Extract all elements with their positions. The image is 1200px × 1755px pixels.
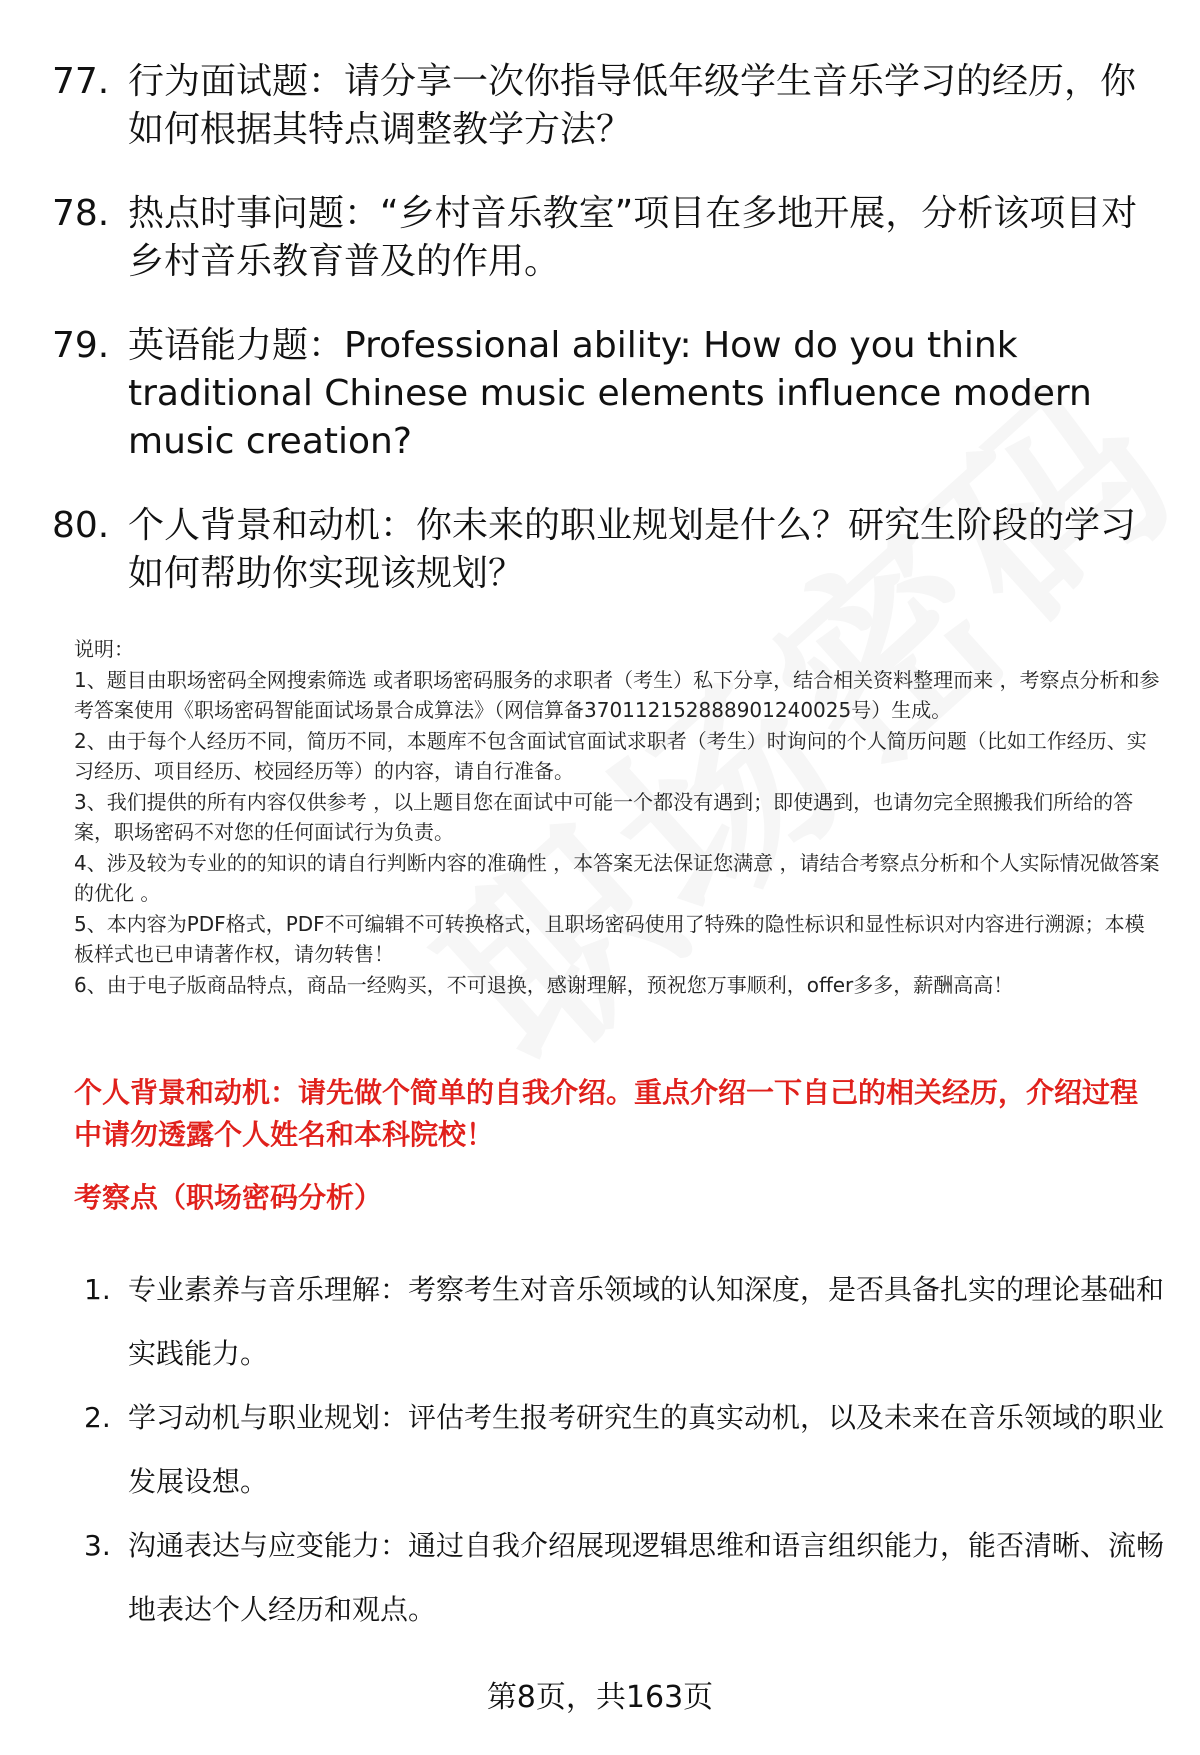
- question-text: 个人背景和动机：你未来的职业规划是什么？研究生阶段的学习如何帮助你实现该规划？: [128, 505, 1137, 594]
- page-footer: 第8页，共163页: [486, 1680, 714, 1715]
- notes-section: [74, 634, 1164, 1000]
- point-number: 2.: [84, 1401, 111, 1434]
- assessment-points: [84, 1258, 1164, 1642]
- point-text: 学习动机与职业规划：评估考生报考研究生的真实动机，以及未来在音乐领域的职业发展设想。: [128, 1401, 1165, 1498]
- question-text: 热点时事问题：“乡村音乐教室”项目在多地开展，分析该项目对乡村音乐教育普及的作用。: [128, 193, 1138, 282]
- question-list: [52, 58, 1162, 634]
- question-item: [52, 58, 1162, 154]
- notes-title: 说明：: [74, 637, 134, 661]
- point-text: 专业素养与音乐理解：考察考生对音乐领域的认知深度，是否具备扎实的理论基础和实践能力。: [128, 1273, 1165, 1370]
- point-number: 3.: [84, 1529, 111, 1562]
- note-item: 4、涉及较为专业的的知识的请自行判断内容的准确性 ，本答案无法保证您满意 ，请结合考察点分析和个人实际情况做答案的优化 。: [74, 850, 1160, 905]
- question-number: 77.: [52, 61, 110, 102]
- question-number: 79.: [52, 325, 110, 366]
- point-item: [84, 1514, 1164, 1642]
- point-text: 沟通表达与应变能力：通过自我介绍展现逻辑思维和语言组织能力，能否清晰、流畅地表达个人经历和观点。: [128, 1529, 1165, 1626]
- point-item: [84, 1258, 1164, 1386]
- note-item: 6、由于电子版商品特点，商品一经购买，不可退换，感谢理解，预祝您万事顺利，offer多多，薪酬高高！: [74, 972, 1014, 997]
- section-subheading: 考察点（职场密码分析）: [74, 1181, 383, 1214]
- note-item: 3、我们提供的所有内容仅供参考 ，以上题目您在面试中可能一个都没有遇到；即使遇到，也请勿完全照搬我们所给的答案，职场密码不对您的任何面试行为负责。: [74, 789, 1134, 844]
- question-item: [52, 322, 1162, 466]
- section-heading: 个人背景和动机：请先做个简单的自我介绍。重点介绍一下自己的相关经历，介绍过程中请勿透露个人姓名和本科院校！: [74, 1076, 1139, 1151]
- question-item: [52, 190, 1162, 286]
- note-item: 5、本内容为PDF格式，PDF不可编辑不可转换格式，且职场密码使用了特殊的隐性标识和显性标识对内容进行溯源；本模板样式也已申请著作权，请勿转售！: [74, 911, 1145, 966]
- point-number: 1.: [84, 1273, 111, 1306]
- question-item: [52, 502, 1162, 598]
- point-item: [84, 1386, 1164, 1514]
- question-text: 行为面试题：请分享一次你指导低年级学生音乐学习的经历，你如何根据其特点调整教学方法？: [128, 61, 1137, 150]
- note-item: 1、题目由职场密码全网搜索筛选 或者职场密码服务的求职者（考生）私下分享，结合相关资料整理而来 ，考察点分析和参考答案使用《职场密码智能面试场景合成算法》（网信算备370112152888901240025号）生成。: [74, 667, 1160, 722]
- question-text: 英语能力题：Professional ability: How do you think traditional Chinese music elements influence modern music creation?: [128, 325, 1092, 462]
- question-number: 78.: [52, 193, 110, 234]
- note-item: 2、由于每个人经历不同，简历不同，本题库不包含面试官面试求职者（考生）时询问的个人简历问题（比如工作经历、实习经历、项目经历、校园经历等）的内容，请自行准备。: [74, 728, 1147, 783]
- question-number: 80.: [52, 505, 110, 546]
